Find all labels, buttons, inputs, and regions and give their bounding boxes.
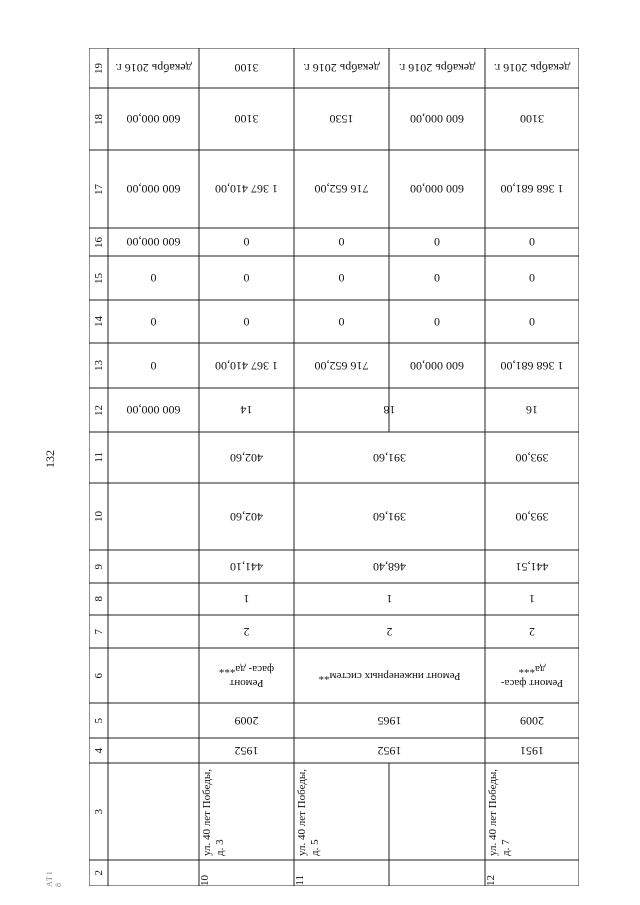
cell-r11b-c16: 600 000,00: [410, 182, 464, 197]
row-num-12: 12: [485, 875, 497, 886]
cell-r11-c14: 0: [338, 271, 345, 286]
cell-r12-c9: 393,00: [515, 510, 549, 524]
cell-r12-c8: 441,51: [515, 560, 549, 574]
cell-r11-c17: 1530: [329, 112, 354, 127]
cell-r10-year-repair: 2009: [234, 714, 259, 728]
cell-r11-c7: 1: [386, 592, 393, 607]
cell-r10-c10: 402,60: [230, 451, 263, 465]
capital-repair-table: [89, 48, 579, 886]
cell-blank-c12: 600 000,00: [126, 403, 181, 418]
cell-r11-c16: 716 652,00: [314, 182, 369, 197]
cell-r12-work: Ремонт фаса- да***: [500, 663, 564, 689]
cell-blank-c16: 600 000,00: [126, 235, 181, 250]
cell-r11-c15: 0: [338, 235, 345, 250]
cell-r11-year-repair: 1965: [377, 714, 402, 728]
cell-r12-c11: 16: [526, 403, 538, 418]
col-num-6: 6: [92, 672, 105, 679]
cell-r10-c7: 1: [243, 592, 250, 607]
cell-r11-c10: 391,60: [373, 451, 406, 465]
cell-r12-c7: 1: [529, 592, 535, 607]
cell-r11b-c17: 600 000,00: [410, 112, 464, 127]
cell-r10-c12: 1 367 410,00: [215, 359, 278, 373]
col-num-18: 18: [92, 113, 105, 125]
cell-r11b-c13: 0: [434, 315, 440, 329]
cell-r10-c9: 402,60: [230, 510, 263, 524]
cell-r10-c8: 441,10: [230, 560, 263, 574]
cell-blank-c14: 0: [150, 315, 157, 329]
cell-r11b-c12: 600 000,00: [410, 359, 464, 373]
col-num-19: 19: [92, 62, 105, 74]
cell-r11-c8: 468,40: [373, 560, 406, 574]
cell-r12-c19: декабрь 2016 г.: [493, 61, 571, 76]
col-num-4: 4: [92, 747, 105, 754]
cell-r10-c15: 0: [243, 235, 250, 250]
col-num-8: 8: [92, 596, 105, 602]
col-num-9: 9: [92, 563, 105, 570]
cell-r12-c13: 0: [529, 315, 535, 329]
col-num-2: 2: [92, 870, 105, 876]
cell-r12-c14: 0: [529, 271, 535, 286]
cell-r10-c11: 14: [240, 403, 253, 418]
col-num-11: 11: [92, 452, 105, 463]
cell-r12-c6: 2: [529, 625, 535, 639]
cell-r12-address: ул. 40 лет Победы, д. 7: [487, 768, 513, 856]
cell-r10-c14: 0: [243, 271, 250, 286]
cell-r11b-c14: 0: [434, 271, 440, 286]
cell-r11-c11: 18: [383, 403, 396, 418]
cell-blank-c18: 600 000,00: [126, 112, 181, 127]
cell-r11-c12: 716 652,00: [314, 359, 369, 373]
cell-blank-c15: 0: [150, 271, 157, 286]
col-num-13: 13: [92, 360, 105, 371]
cell-r10-c16: 1 367 410,00: [215, 182, 278, 197]
cell-r10-c13: 0: [243, 315, 250, 329]
col-num-12: 12: [92, 404, 105, 416]
col-num-15: 15: [92, 272, 105, 284]
cell-r12-c15: 0: [529, 235, 535, 250]
cell-r11-c19: декабрь 2016 г.: [303, 61, 380, 76]
cell-r10-c18: 3100: [234, 61, 259, 76]
cell-r12-c16: 1 368 681,00: [500, 182, 564, 197]
cell-r12-year-repair: 2009: [520, 714, 544, 728]
cell-r11-year-built: 1952: [377, 744, 402, 758]
cell-r12-c10: 393,00: [515, 451, 549, 465]
cell-r10-year-built: 1952: [234, 744, 259, 758]
cell-r11-c6: 2: [386, 625, 393, 639]
col-num-16: 16: [92, 236, 105, 248]
cell-r11-c13: 0: [338, 315, 345, 329]
page-number: 132: [42, 450, 57, 468]
cell-r12-c12: 1 368 681,00: [500, 359, 564, 373]
col-num-17: 17: [92, 183, 105, 195]
cell-blank-c13: 0: [150, 359, 157, 373]
col-num-3: 3: [92, 808, 105, 815]
cell-r11-address: ул. 40 лет Победы, д. 5: [296, 768, 322, 856]
cell-r11-c9: 391,60: [373, 510, 406, 524]
cell-r11b-c19: декабрь 2016 г.: [398, 61, 476, 76]
cell-r10-work: Ремонт фаса- да***: [218, 663, 275, 689]
cell-blank-c17: 600 000,00: [126, 182, 181, 197]
cell-r12-year-built: 1951: [520, 744, 544, 758]
cell-r10-address: ул. 40 лет Победы, д. 3: [201, 768, 227, 856]
cell-r10-c17: 3100: [234, 112, 259, 127]
row-num-11: 11: [294, 875, 306, 886]
col-num-5: 5: [92, 717, 105, 724]
cell-r11b-c15: 0: [434, 235, 440, 250]
cell-blank-c19: декабрь 2016 г.: [115, 61, 192, 76]
cell-r11-work: Ремонт инженерных систем**: [318, 670, 461, 683]
archive-stamp: AT1 8: [45, 870, 63, 887]
col-num-14: 14: [92, 316, 105, 327]
col-num-7: 7: [92, 628, 105, 635]
cell-r10-c6: 2: [243, 625, 250, 639]
row-num-10: 10: [199, 875, 211, 886]
col-num-10: 10: [92, 511, 105, 522]
cell-r12-c17: 3100: [520, 112, 544, 127]
